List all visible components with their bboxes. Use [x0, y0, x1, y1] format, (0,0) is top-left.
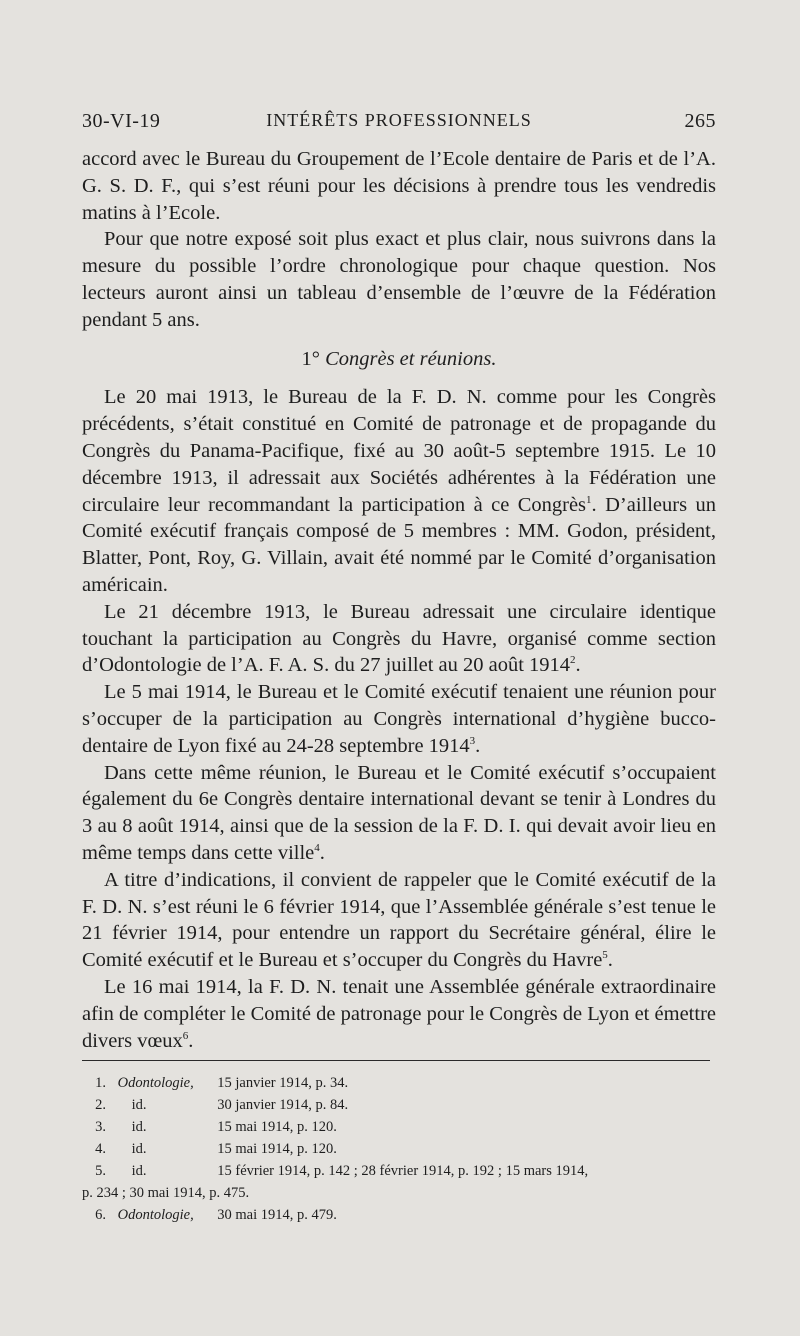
footnote-ref: 3	[469, 734, 476, 747]
paragraph-text: .	[575, 654, 581, 677]
footnote-source: Odontologie,	[117, 1075, 194, 1091]
paragraph	[82, 384, 716, 598]
footnotes	[82, 1072, 716, 1226]
paragraph	[82, 760, 716, 867]
footnote-number: 2.	[95, 1097, 106, 1113]
paragraph	[82, 679, 716, 759]
footnote-number: 6.	[95, 1207, 106, 1223]
header-title: INTÉRÊTS PROFESSIONNELS	[266, 110, 532, 130]
footnote-ref-text: 15 mai 1914, p. 120.	[217, 1141, 337, 1157]
footnote	[82, 1138, 716, 1160]
paragraph-text: .	[319, 841, 325, 864]
paragraph-text: .	[607, 949, 613, 972]
footnote-number: 3.	[95, 1119, 106, 1135]
section-title: Congrès et réunions.	[325, 347, 497, 370]
footnote-continuation	[82, 1182, 716, 1204]
footnote-source: id.	[131, 1141, 147, 1157]
footnote-ref-text: 30 janvier 1914, p. 84.	[217, 1097, 349, 1113]
footnote-ref: 6	[182, 1029, 189, 1042]
footnote	[82, 1094, 716, 1116]
footnote-ref-text: 15 février 1914, p. 142 ; 28 février 1914, p. 192 ; 15 mars 1914,	[217, 1163, 589, 1179]
header-date: 30-VI-19	[82, 110, 161, 132]
paragraph: accord avec le Bureau du Groupement de l’Ecole dentaire de Paris et de l’A. G. S. D. F., qui s’est réuni pour les décisions à prendre tous les vendredis matins à l’Ecole.	[82, 148, 716, 224]
section-heading	[82, 346, 716, 373]
footnote-number: 5.	[95, 1163, 106, 1179]
footnote-number: 4.	[95, 1141, 106, 1157]
paragraph	[82, 599, 716, 679]
paragraph-text: A titre d’indications, il convient de rappeler que le Comité exécutif de la F. D. N. s’est réuni le 6 février 1914, que l’Assemblée générale s’est tenue le 21 février 1914, pour entendre un rapport du Secrétaire général, élire le Comité exécutif et le Bureau et s’occuper du Congrès du Havre	[82, 868, 716, 972]
footnote	[82, 1160, 716, 1182]
footnote-source: Odontologie,	[117, 1207, 194, 1223]
footnote-ref-text: p. 234 ; 30 mai 1914, p. 475.	[82, 1185, 250, 1201]
paragraph	[82, 867, 716, 974]
paragraph-text: Le 20 mai 1913, le Bureau de la F. D. N. comme pour les Congrès précédents, s’était constitué en Comité de patronage et de propagande du Congrès du Panama-Pacifique, fixé au 30 août-5 septembre 1915. Le 10 décembre 1913, il adressait aux Sociétés adhérentes à la Fédération une circulaire leur recommandant la participation à ce Congrès	[82, 386, 716, 516]
footnote-ref-text: 15 janvier 1914, p. 34.	[217, 1075, 349, 1091]
footnote-divider	[82, 1060, 710, 1061]
paragraph-text: .	[188, 1029, 194, 1052]
footnote-source: id.	[131, 1119, 147, 1135]
paragraph	[82, 974, 716, 1054]
footnote-number: 1.	[95, 1075, 106, 1091]
footnote-source: id.	[131, 1163, 147, 1179]
paragraph-text: Le 16 mai 1914, la F. D. N. tenait une Assemblée générale extraordinaire afin de compléter le Comité de patronage pour le Congrès de Lyon et émettre divers vœux	[82, 975, 716, 1052]
paragraph-text: Le 21 décembre 1913, le Bureau adressait une circulaire identique touchant la participation au Congrès du Havre, organisé comme section d’Odontologie de l’A. F. A. S. du 27 juillet au 20 août 1914	[82, 600, 716, 677]
footnote	[82, 1204, 716, 1226]
footnote	[82, 1072, 716, 1094]
body-text	[82, 146, 716, 1054]
footnote-source: id.	[131, 1097, 147, 1113]
page-number: 265	[684, 110, 716, 132]
footnote-ref: 5	[602, 949, 608, 962]
footnote-ref: 1	[586, 493, 592, 506]
section-number: 1°	[301, 347, 320, 370]
paragraph-text: Le 5 mai 1914, le Bureau et le Comité exécutif tenaient une réunion pour s’occuper de la participation au Congrès international d’hygiène bucco-dentaire de Lyon fixé au 24-28 septembre 1914	[82, 681, 716, 757]
footnote-ref-text: 30 mai 1914, p. 479.	[217, 1207, 337, 1223]
footnote-ref-text: 15 mai 1914, p. 120.	[217, 1119, 337, 1135]
footnote-ref: 2	[570, 654, 576, 667]
footnote-ref: 4	[314, 842, 320, 855]
paragraph-text: .	[475, 734, 481, 757]
running-header	[82, 110, 716, 140]
paragraph-text: Dans cette même réunion, le Bureau et le Comité exécutif s’occupaient également du 6e Congrès dentaire international devant se tenir à Londres du 3 au 8 août 1914, ainsi que de la session de la F. D. I. qui devait avoir lieu en même temps dans cette ville	[82, 761, 716, 864]
paragraph-text: . D’ailleurs un Comité exécutif français composé de 5 membres : MM. Godon, président, Blatter, Pont, Roy, G. Villain, avait été nommé par le Comité d’organisation américain.	[82, 493, 716, 596]
paragraph: Pour que notre exposé soit plus exact et plus clair, nous suivrons dans la mesure du possible l’ordre chronologique pour chaque question. Nos lecteurs auront ainsi un tableau d’ensemble de l’œuvre de la Fédération pendant 5 ans.	[82, 228, 716, 331]
footnote	[82, 1116, 716, 1138]
